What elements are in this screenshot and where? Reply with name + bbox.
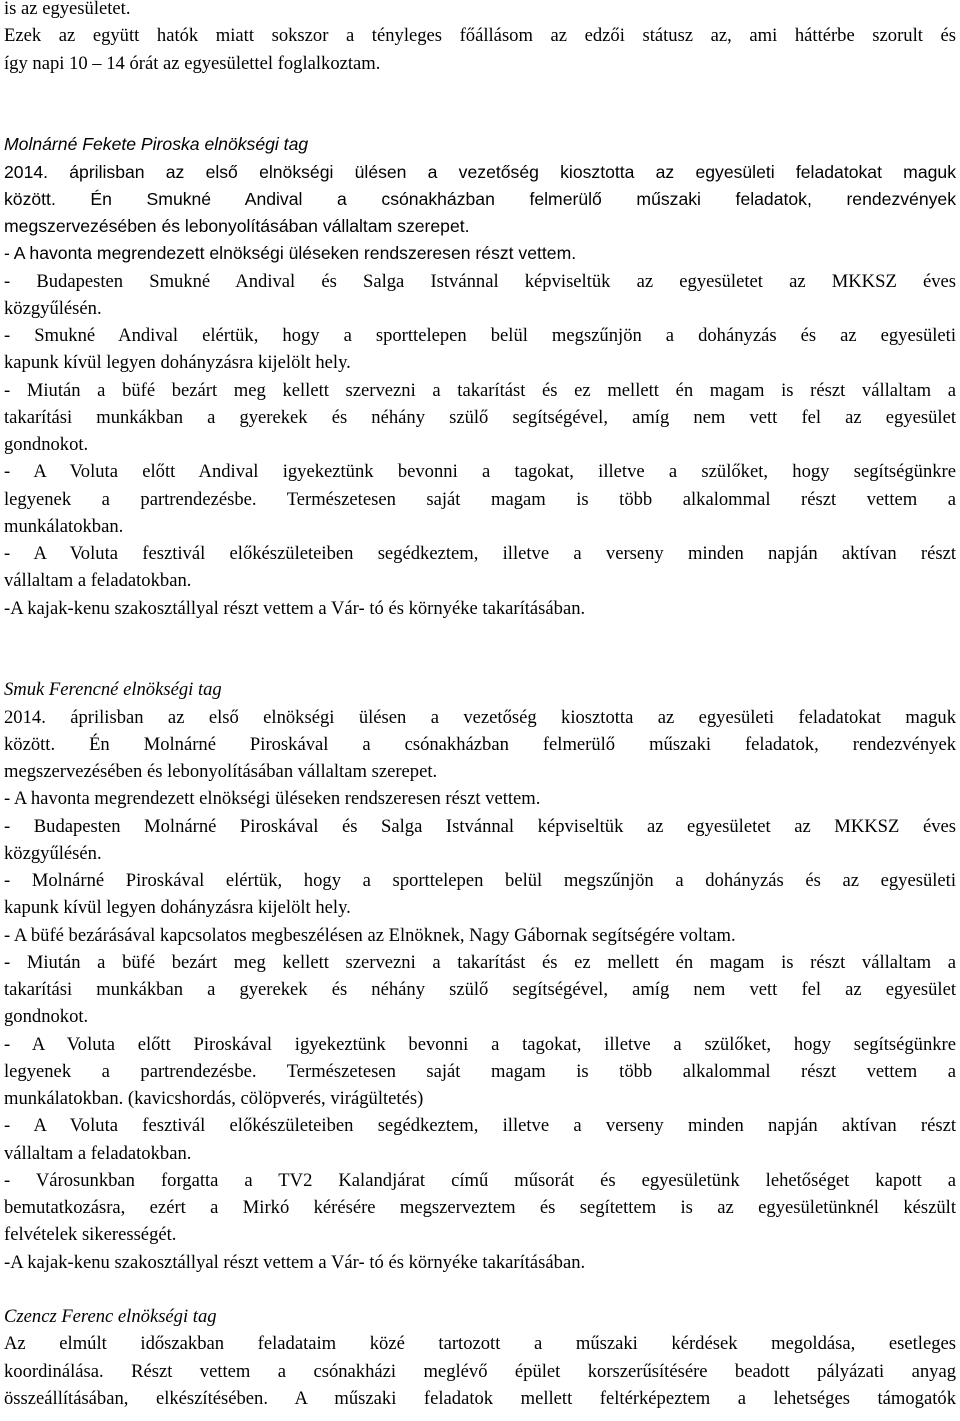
text-line: közgyűlésén. — [4, 842, 102, 864]
section-smuk — [4, 676, 956, 1276]
text-line: gondnokot. — [4, 434, 89, 455]
text-line: kapunk kívül legyen dohányzásra kijelölt hely. — [4, 352, 351, 374]
text-line: kapunk kívül legyen dohányzásra kijelölt hely. — [4, 897, 351, 919]
text-line: takarítási munkákban a gyerekek és néhány szülő segítségével, amíg nem vett fel az egyesület — [4, 979, 956, 1000]
text-line: - Budapesten Smukné Andival és Salga Istvánnal képviseltük az egyesületet az MKKSZ éves — [4, 270, 956, 292]
text-line: - Molnárné Piroskával elértük, hogy a sporttelepen belül megszűnjön a dohányzás és az egyesületi — [4, 870, 956, 891]
text-line: - A büfé bezárásával kapcsolatos megbeszélésen az Elnöknek, Nagy Gábornak segítségére voltam. — [4, 924, 736, 946]
section-heading: Smuk Ferencné elnökségi tag — [4, 679, 222, 701]
text-line: munkálatokban. (kavicshordás, cölöpverés, virágültetés) — [4, 1088, 424, 1109]
document-page — [4, 0, 956, 1412]
text-line: legyenek a partrendezésbe. Természetesen saját magam is több alkalommal részt vettem a — [4, 1060, 956, 1082]
section-czencz — [4, 1303, 956, 1412]
text-line: gondnokot. — [4, 1006, 89, 1028]
text-line: - Budapesten Molnárné Piroskával és Salga Istvánnal képviseltük az egyesületet az MKKSZ éves — [4, 815, 956, 837]
text-line: megszervezésében és lebonyolításában vállaltam szerepet. — [4, 216, 470, 236]
text-line: legyenek a partrendezésbe. Természetesen saját magam is több alkalommal részt vettem a — [4, 488, 956, 510]
text-line: megszervezésében és lebonyolításában vállaltam szerepet. — [4, 761, 438, 782]
text-line: felvételek sikerességét. — [4, 1224, 177, 1246]
text-line: - Miután a büfé bezárt meg kellett szervezni a takarítást és ez mellett én magam is részt vállaltam a — [4, 951, 956, 973]
text-line: összeállításában, elkészítésében. A műszaki feladatok mellett feltérképeztem a lehetséges támogatók — [4, 1387, 956, 1409]
text-line: - A Voluta előtt Andival igyekeztünk bevonni a tagokat, illetve a szülőket, hogy segítségünkre — [4, 461, 956, 483]
text-line: között. Én Molnárné Piroskával a csónakházban felmerülő műszaki feladatok, rendezvények — [4, 733, 956, 755]
text-line: -A kajak-kenu szakosztállyal részt vettem a Vár- tó és környéke takarításában. — [4, 1251, 586, 1273]
text-line: vállaltam a feladatokban. — [4, 570, 192, 592]
text-line: Ezek az együtt hatók miatt sokszor a tényleges főállásom az edzői státusz az, ami háttérbe szorult és — [4, 25, 956, 47]
section-molnarne — [4, 131, 956, 622]
intro-paragraph — [4, 0, 956, 77]
text-line: - Városunkban forgatta a TV2 Kalandjárat című műsorát és egyesületünk lehetőséget kapott a — [4, 1169, 956, 1191]
spacer — [4, 649, 956, 676]
text-line: vállaltam a feladatokban. — [4, 1142, 192, 1164]
text-line: - A Voluta fesztivál előkészületeiben segédkeztem, illetve a verseny minden napján aktívan részt — [4, 543, 956, 564]
text-line: Az elmúlt időszakban feladataim közé tartozott a műszaki kérdések megoldása, esetleges — [4, 1333, 956, 1355]
text-line: 2014. áprilisban az első elnökségi ülésen a vezetőség kiosztotta az egyesületi feladatokat maguk — [4, 706, 956, 728]
section-heading: Molnárné Fekete Piroska elnökségi tag — [4, 134, 309, 155]
text-line: munkálatokban. — [4, 515, 124, 537]
text-line: közgyűlésén. — [4, 297, 102, 319]
text-line: - A havonta megrendezett elnökségi üléseken rendszeresen részt vettem. — [4, 788, 541, 810]
spacer — [4, 622, 956, 649]
text-line: - A havonta megrendezett elnökségi üléseken rendszeresen részt vettem. — [4, 243, 577, 264]
text-line: 2014. áprilisban az első elnökségi ülésen a vezetőség kiosztotta az egyesületi feladatokat maguk — [4, 161, 956, 182]
text-line: takarítási munkákban a gyerekek és néhány szülő segítségével, amíg nem vett fel az egyesület — [4, 406, 956, 428]
text-line: - A Voluta előtt Piroskával igyekeztünk bevonni a tagokat, illetve a szülőket, hogy segítségünkre — [4, 1033, 956, 1055]
spacer — [4, 104, 956, 131]
text-line: - A Voluta fesztivál előkészületeiben segédkeztem, illetve a verseny minden napján aktívan részt — [4, 1115, 956, 1137]
section-heading: Czencz Ferenc elnökségi tag — [4, 1306, 217, 1327]
text-line: - Smukné Andival elértük, hogy a sporttelepen belül megszűnjön a dohányzás és az egyesületi — [4, 325, 956, 346]
text-line: bemutatkozásra, ezért a Mirkó kérésére megszerveztem és segítettem is az egyesületünknél készült — [4, 1197, 956, 1218]
spacer — [4, 1276, 956, 1303]
text-line: között. Én Smukné Andival a csónakházban felmerülő műszaki feladatok, rendezvények — [4, 188, 956, 209]
text-line: így napi 10 – 14 órát az egyesülettel foglalkoztam. — [4, 52, 381, 74]
text-line: -A kajak-kenu szakosztállyal részt vettem a Vár- tó és környéke takarításában. — [4, 597, 586, 619]
text-line: - Miután a büfé bezárt meg kellett szervezni a takarítást és ez mellett én magam is részt vállaltam a — [4, 379, 956, 401]
text-line: koordinálása. Részt vettem a csónakházi meglévő épület korszerűsítésére beadott pályázati anyag — [4, 1360, 956, 1382]
spacer — [4, 77, 956, 104]
text-line: is az egyesületet. — [4, 0, 131, 19]
